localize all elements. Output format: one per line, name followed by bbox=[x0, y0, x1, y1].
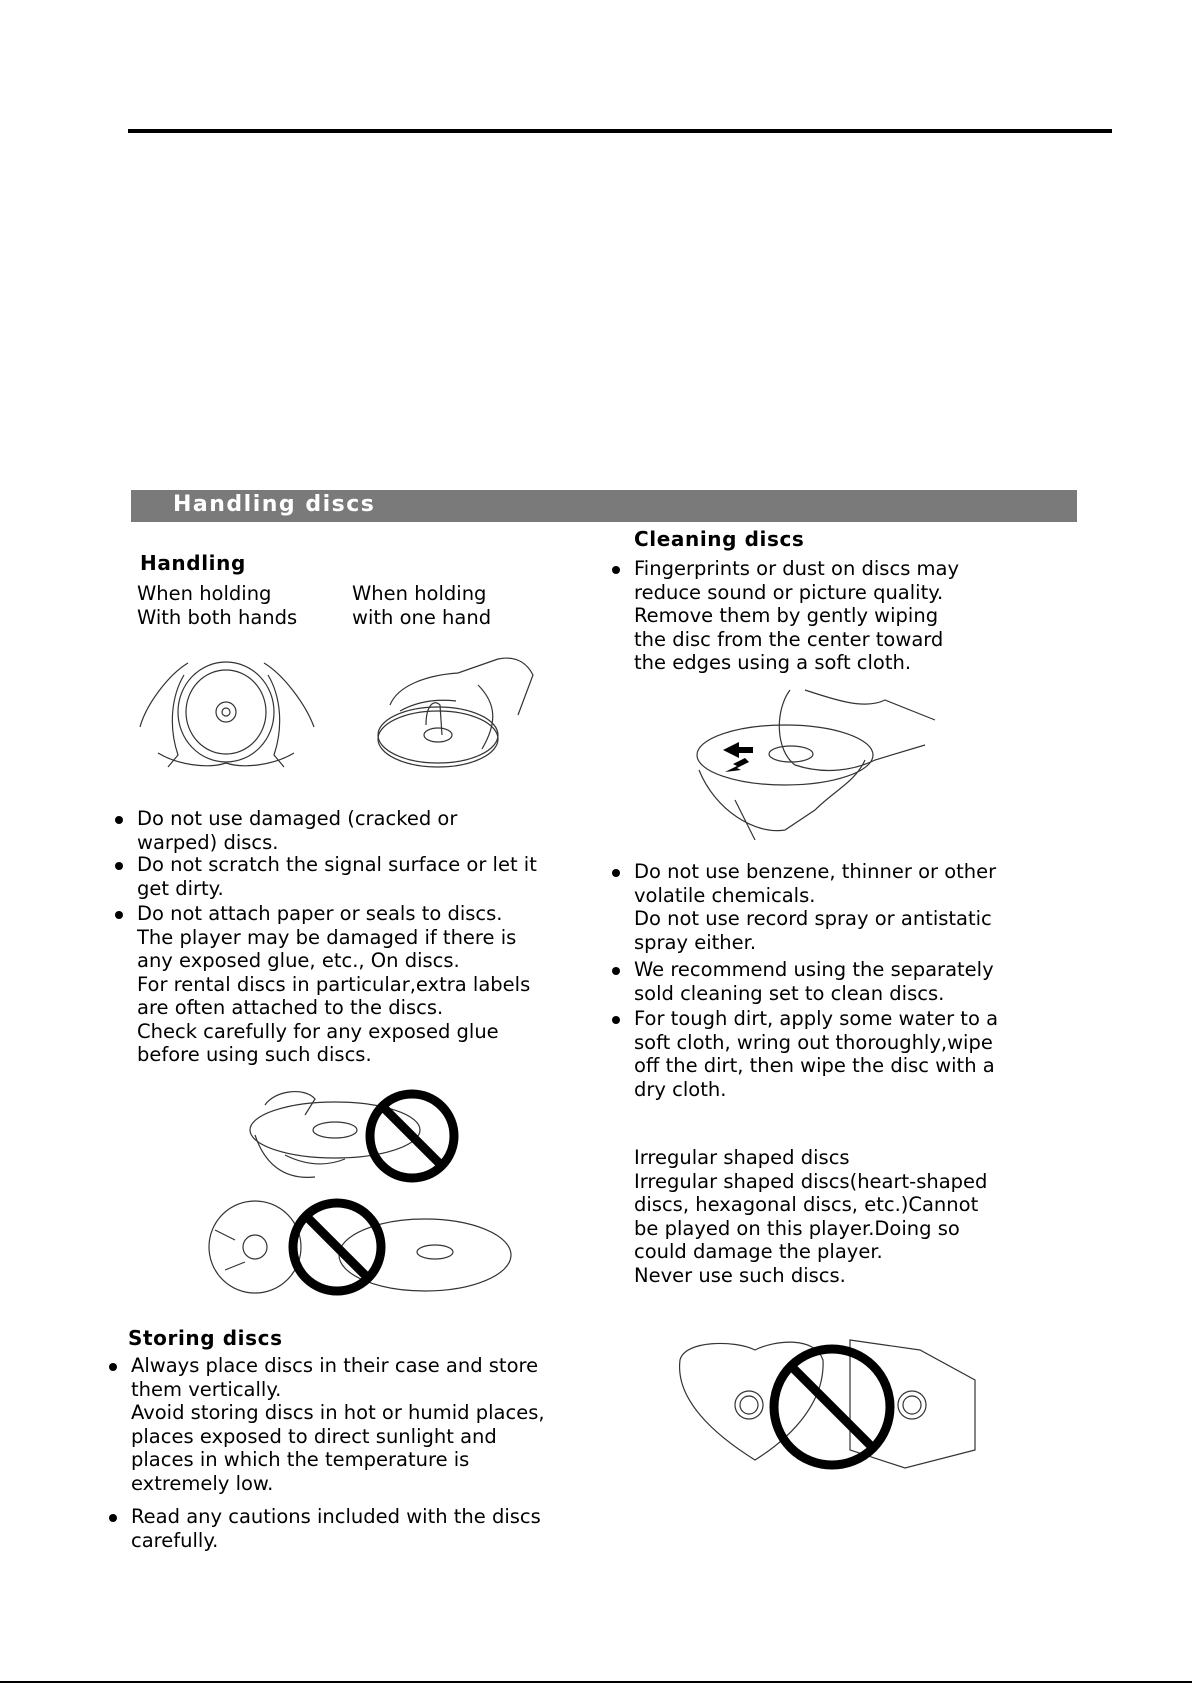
irregular-line: discs, hexagonal discs, etc.)Cannot bbox=[634, 1193, 979, 1216]
irregular-disc-prohibited-illustration bbox=[675, 1340, 980, 1470]
label-both-hands bbox=[137, 582, 297, 629]
bullet-line: them vertically. bbox=[131, 1377, 282, 1401]
cleaning-heading: Cleaning discs bbox=[634, 527, 805, 551]
irregular-discs-text bbox=[634, 1146, 987, 1287]
bullet-line: Do not scratch the signal surface or let it bbox=[137, 853, 537, 876]
bullet-line: carefully. bbox=[131, 1528, 219, 1552]
irregular-line: Never use such discs. bbox=[634, 1263, 846, 1287]
label-line: When holding bbox=[137, 582, 272, 605]
bullet-line: Always place discs in their case and store bbox=[131, 1354, 539, 1377]
bullet-line: Do not use benzene, thinner or other bbox=[634, 860, 997, 883]
bullet-line: extremely low. bbox=[131, 1471, 274, 1495]
bullet-line: get dirty. bbox=[137, 876, 224, 900]
bullet-line: Read any cautions included with the discs bbox=[131, 1505, 541, 1528]
storing-bullet-case bbox=[131, 1354, 545, 1495]
storing-bullet-cautions bbox=[131, 1505, 541, 1552]
irregular-line: be played on this player.Doing so bbox=[634, 1216, 960, 1240]
handling-bullet-damaged bbox=[137, 807, 457, 854]
irregular-line: Irregular shaped discs(heart-shaped bbox=[634, 1169, 988, 1193]
handling-bullet-scratch bbox=[137, 853, 537, 900]
bullet-line: Do not use record spray or antistatic bbox=[634, 907, 992, 930]
bullet-line: We recommend using the separately bbox=[634, 958, 994, 981]
cleaning-intro bbox=[634, 557, 959, 675]
section-banner bbox=[131, 490, 1077, 522]
section-title: Handling discs bbox=[173, 492, 376, 517]
bullet-line: warped) discs. bbox=[137, 830, 279, 854]
bullet-line: places exposed to direct sunlight and bbox=[131, 1424, 497, 1448]
irregular-line: could damage the player. bbox=[634, 1240, 883, 1263]
bullet-line: off the dirt, then wipe the disc with a bbox=[634, 1054, 995, 1077]
bullet-line: the disc from the center toward bbox=[634, 627, 944, 651]
bullet-line: sold cleaning set to clean discs. bbox=[634, 981, 945, 1005]
bullet-line: Do not attach paper or seals to discs. bbox=[137, 902, 503, 925]
label-line: With both hands bbox=[137, 605, 298, 629]
cleaning-bullet-dirt bbox=[634, 1007, 998, 1101]
disc-both-hands-illustration bbox=[138, 655, 318, 770]
bullet-line: Check carefully for any exposed glue bbox=[137, 1019, 499, 1043]
bottom-rule bbox=[0, 1681, 1192, 1683]
bullet-line: reduce sound or picture quality. bbox=[634, 580, 944, 604]
disc-one-hand-illustration bbox=[378, 655, 538, 770]
cleaning-bullet-chemicals bbox=[634, 860, 996, 954]
bullet-line: Fingerprints or dust on discs may bbox=[634, 557, 960, 580]
bullet-line: dry cloth. bbox=[634, 1077, 727, 1101]
bullet-line: places in which the temperature is bbox=[131, 1448, 470, 1471]
disc-cleaning-illustration bbox=[695, 690, 945, 840]
label-line: with one hand bbox=[352, 605, 492, 629]
cleaning-bullet-set bbox=[634, 958, 994, 1005]
bullet-line: the edges using a soft cloth. bbox=[634, 651, 912, 674]
handling-heading: Handling bbox=[140, 551, 246, 575]
bullet-line: Remove them by gently wiping bbox=[634, 604, 939, 627]
cracked-disc-prohibited-illustration bbox=[205, 1200, 515, 1300]
top-rule bbox=[128, 129, 1112, 133]
label-line: When holding bbox=[352, 582, 487, 605]
irregular-line: Irregular shaped discs bbox=[634, 1146, 850, 1169]
bullet-line: The player may be damaged if there is bbox=[137, 925, 517, 949]
bullet-line: are often attached to the discs. bbox=[137, 996, 444, 1019]
bullet-line: any exposed glue, etc., On discs. bbox=[137, 949, 460, 972]
label-one-hand bbox=[352, 582, 491, 629]
disc-with-label-prohibited-illustration bbox=[245, 1085, 470, 1185]
bullet-line: Avoid storing discs in hot or humid places, bbox=[131, 1401, 545, 1424]
bullet-line: volatile chemicals. bbox=[634, 883, 816, 907]
bullet-line: before using such discs. bbox=[137, 1043, 372, 1066]
handling-bullet-paper bbox=[137, 902, 530, 1067]
bullet-line: soft cloth, wring out thoroughly,wipe bbox=[634, 1030, 993, 1054]
storing-heading: Storing discs bbox=[128, 1326, 283, 1350]
bullet-line: Do not use damaged (cracked or bbox=[137, 807, 458, 830]
bullet-line: For tough dirt, apply some water to a bbox=[634, 1007, 999, 1030]
bullet-line: spray either. bbox=[634, 930, 757, 954]
bullet-line: For rental discs in particular,extra labels bbox=[137, 972, 531, 996]
